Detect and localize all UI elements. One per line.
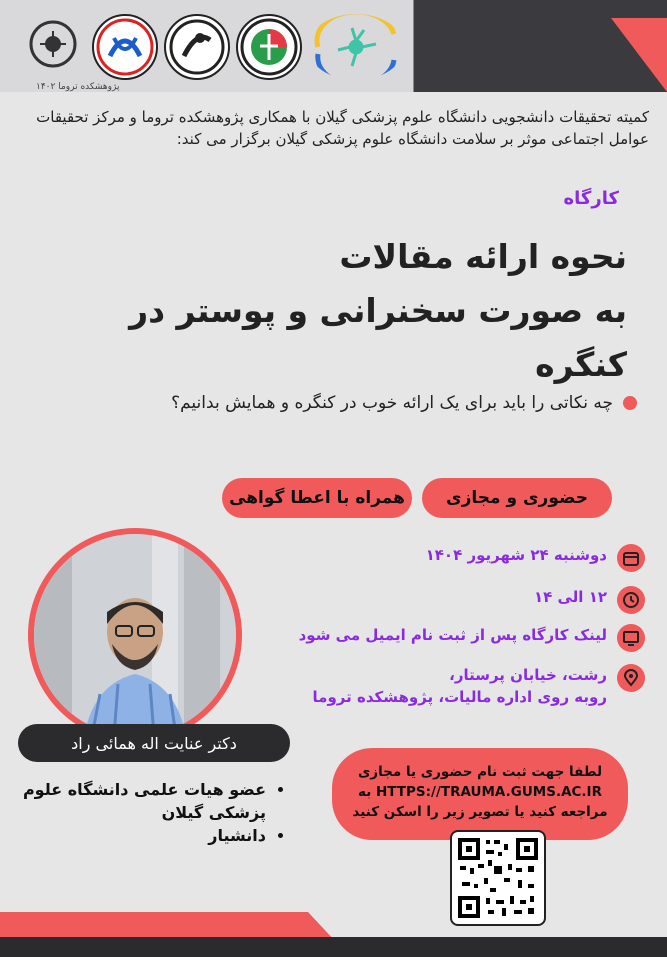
calendar-icon xyxy=(617,544,645,572)
speaker-credentials xyxy=(14,778,284,847)
info-time: ۱۲ الی ۱۴ xyxy=(533,588,607,606)
credential-item: • عضو هیات علمی دانشگاه علوم پزشکی گیلان xyxy=(14,778,266,824)
footer-band xyxy=(0,937,667,957)
info-date-row xyxy=(426,544,645,572)
registration-line-3: مراجعه کنید یا تصویر زیر را اسکن کنید xyxy=(352,804,608,820)
info-time-row xyxy=(534,586,645,614)
intro-text: کمیته تحقیقات دانشجویی دانشگاه علوم پزشکی گیلان با همکاری پژوهشکده تروما و مرکز تحقیقات عوامل اجتماعی موثر بر سلامت دانشگاه علوم پزشکی گیلان برگزار می کند: xyxy=(36,108,649,148)
info-address-row xyxy=(313,664,645,708)
sdhrc-logo xyxy=(164,14,230,80)
credential-item: • دانشیار xyxy=(14,824,266,847)
question-text: چه نکاتی را باید برای یک ارائه خوب در کنگره و همایش بدانیم؟ xyxy=(171,393,613,413)
qr-code[interactable] xyxy=(450,830,546,926)
university-logo xyxy=(236,14,302,80)
certificate-badge: همراه با اعطا گواهی xyxy=(222,478,412,518)
bullet-dot-icon xyxy=(623,396,637,410)
logo-caption: پژوهشکده تروما ۱۴۰۲ xyxy=(36,82,120,92)
logo-strip xyxy=(20,14,420,92)
workshop-label: کارگاه xyxy=(563,188,619,209)
registration-box xyxy=(332,748,628,840)
student-research-committee-logo xyxy=(92,14,158,80)
title-line-2: به صورت سخنرانی و پوستر در کنگره xyxy=(129,291,627,384)
location-pin-icon xyxy=(617,664,645,692)
question-row xyxy=(171,393,637,413)
info-link-row xyxy=(299,624,645,652)
clock-icon xyxy=(617,586,645,614)
trauma-research-logo xyxy=(20,14,86,80)
info-link: لینک کارگاه پس از ثبت نام ایمیل می شود xyxy=(298,626,607,644)
registration-line-1: لطفا جهت ثبت نام حضوری یا مجازی xyxy=(357,764,603,780)
registration-line-2: HTTPS://TRAUMA.GUMS.AC.IR به xyxy=(358,784,602,800)
info-date: دوشنبه ۲۴ شهریور ۱۴۰۴ xyxy=(425,546,607,564)
neuroscience-logo xyxy=(308,14,404,80)
title-line-1: نحوه ارائه مقالات xyxy=(339,237,627,276)
speaker-photo xyxy=(28,528,242,742)
page-title xyxy=(27,230,627,392)
monitor-icon xyxy=(617,624,645,652)
info-address xyxy=(313,664,607,708)
address-line-2: روبه روی اداره مالیات، پژوهشکده تروما xyxy=(312,688,607,706)
speaker-name: دکتر عنایت اله همائی راد xyxy=(18,724,290,762)
mode-badge: حضوری و مجازی xyxy=(422,478,612,518)
address-line-1: رشت، خیابان پرستار، xyxy=(449,666,607,684)
